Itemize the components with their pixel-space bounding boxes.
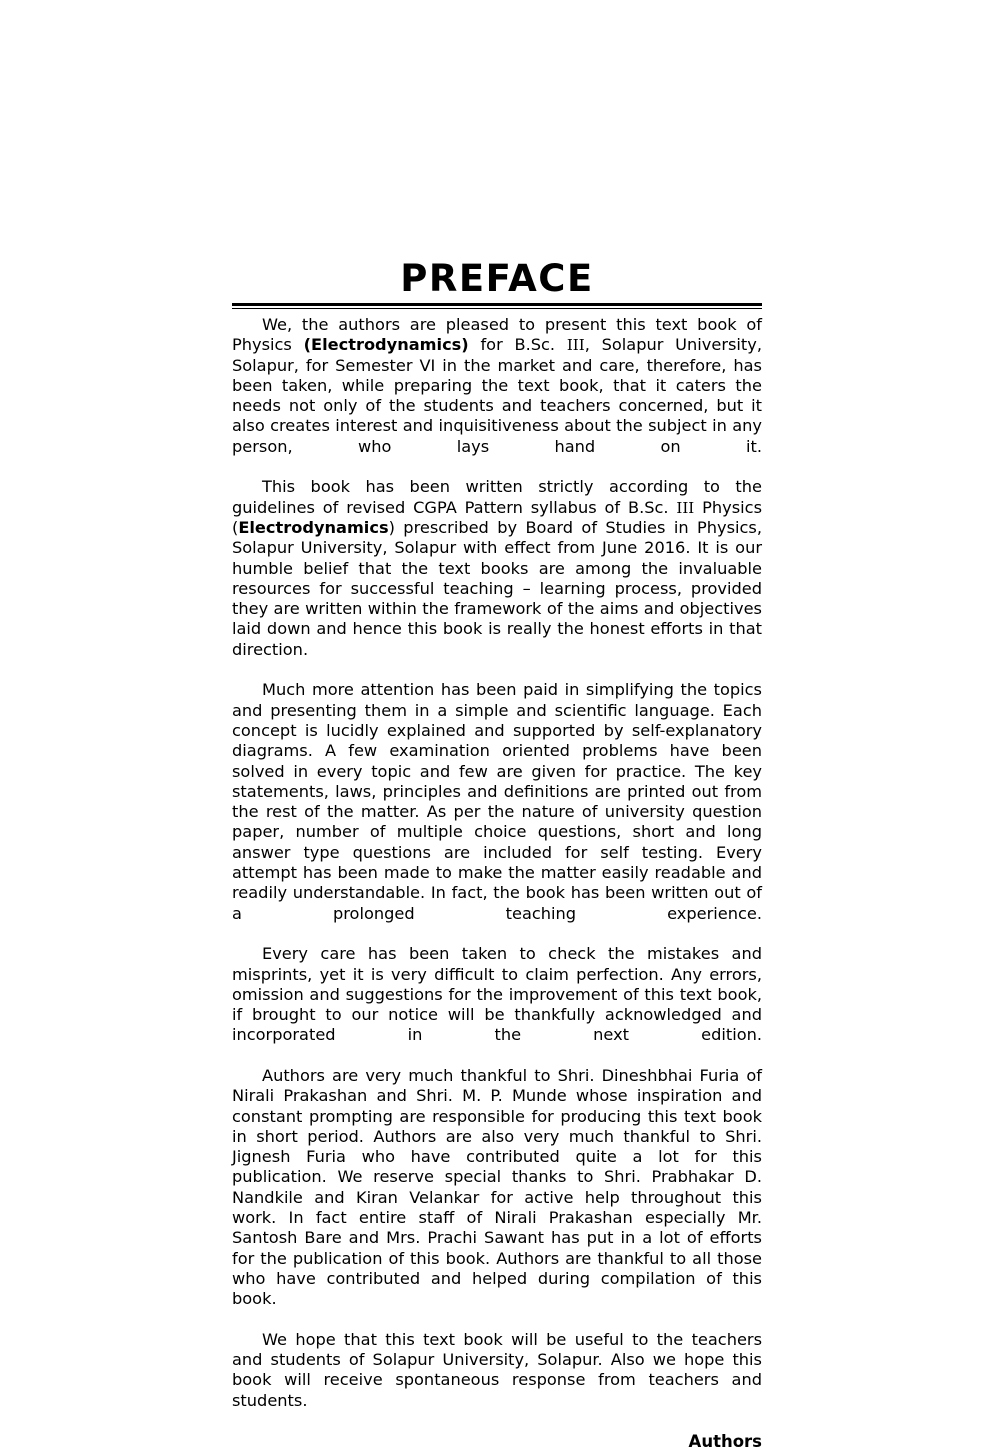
content-column [232,258,762,1452]
roman-numeral: III [676,498,695,517]
paragraph-4: Every care has been taken to check the mistakes and misprints, yet it is very difficult to claim perfection. Any errors, omission and suggestions for the improvement of this text book, if brought to our notice will be thankfully acknowledged and incorporated in the next edition. [232,944,762,1045]
emphasis-term: (Electrodynamics) [303,335,469,355]
page-title: PREFACE [400,257,594,300]
paragraph-2: This book has been written strictly according to the guidelines of revised CGPA Pattern syllabus of B.Sc. III Physics (Electrodynamics) prescribed by Board of Studies in Physics, Solapur University, Solapur with effect from June 2016. It is our humble belief that the text books are among the invaluable resources for successful teaching – learning process, provided they are written within the framework of the aims and objectives laid down and hence this book is really the honest efforts in that direction. [232,477,762,659]
roman-numeral: III [566,336,585,355]
authors-signature: Authors [688,1432,762,1452]
title-divider [232,303,762,309]
paragraph-3: Much more attention has been paid in simplifying the topics and presenting them in a simple and scientific language. Each concept is lucidly explained and supported by self-explanatory diagrams. A few examination oriented problems have been solved in every topic and few are given for practice. The key statements, laws, principles and definitions are printed out from the rest of the matter. As per the nature of university question paper, number of multiple choice questions, short and long answer type questions are included for self testing. Every attempt has been made to make the matter easily readable and readily understandable. In fact, the book has been written out of a prolonged teaching experience. [232,680,762,923]
preface-body [232,315,762,1431]
paragraph-6: We hope that this text book will be useful to the teachers and students of Solapur University, Solapur. Also we hope this book will receive spontaneous response from teachers and students. [232,1329,762,1410]
emphasis-term: Electrodynamics [238,517,389,537]
paragraph-5: Authors are very much thankful to Shri. Dineshbhai Furia of Nirali Prakashan and Shri. M. P. Munde whose inspiration and constant prompting are responsible for producing this text book in short period. Authors are also very much thankful to Shri. Jignesh Furia who have contributed quite a lot for this publication. We reserve special thanks to Shri. Prabhakar D. Nandkile and Kiran Velankar for active help throughout this work. In fact entire staff of Nirali Prakashan especially Mr. Santosh Bare and Mrs. Prachi Sawant has put in a lot of efforts for the publication of this book. Authors are thankful to all those who have contributed and helped during compilation of this book. [232,1065,762,1309]
paragraph-1: We, the authors are pleased to present this text book of Physics (Electrodynamics) for B.Sc. III, Solapur University, Solapur, for Semester VI in the market and care, therefore, has been taken, while preparing the text book, that it caters the needs not only of the students and teachers concerned, but it also creates interest and inquisitiveness about the subject in any person, who lays hand on it. [232,315,762,456]
divider-thin-line [232,308,762,309]
